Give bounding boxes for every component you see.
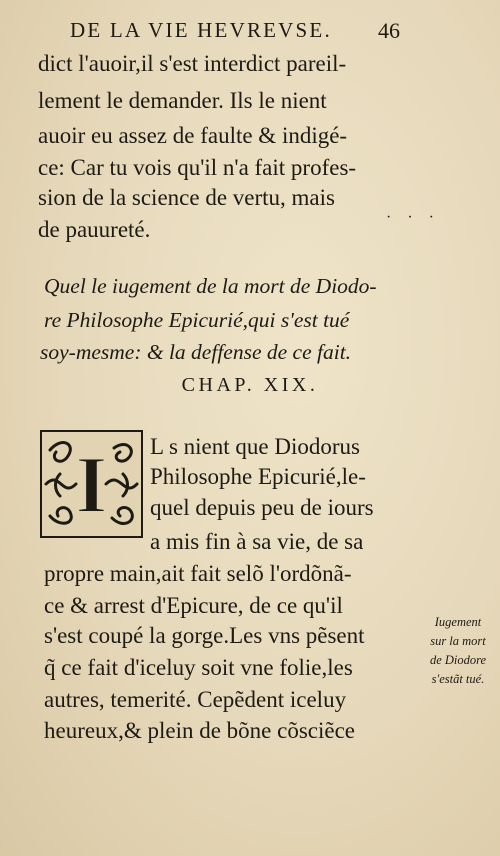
text-line: ce: Car tu vois qu'il n'a fait profes- xyxy=(38,155,357,180)
section-title-line: soy-mesme: & la deffense de ce fait. xyxy=(40,340,352,364)
text-line: Philosophe Epicurié,le- xyxy=(150,464,366,489)
text-line: de pauureté. xyxy=(38,217,151,242)
chapter-heading: CHAP. XIX. xyxy=(181,374,319,396)
marginal-note-line: s'estãt tué. xyxy=(431,672,485,686)
page-header xyxy=(70,18,400,48)
text-line: autres, temerité. Cepẽdent iceluy xyxy=(44,687,347,712)
text-line: quel depuis peu de iours xyxy=(150,495,374,520)
dropcap-letter: I xyxy=(75,439,108,530)
decorated-initial-icon xyxy=(40,430,143,538)
text-line: sion de la science de vertu, mais xyxy=(38,185,335,210)
marginal-note-line: de Diodore xyxy=(429,653,487,667)
marginal-note-line: sur la mort xyxy=(430,634,486,648)
section-title-line: Quel le iugement de la mort de Diodo- xyxy=(44,274,377,298)
fleuron-ornament: · · · xyxy=(386,209,440,226)
text-line: auoir eu assez de faulte & indigé- xyxy=(38,123,348,148)
text-line: s'est coupé la gorge.Les vns pẽsent xyxy=(44,623,365,648)
marginal-note-line: Iugement xyxy=(434,615,482,629)
text-line: L s nient que Diodorus xyxy=(150,434,360,459)
text-line: ce & arrest d'Epicure, de ce qu'il xyxy=(44,593,343,618)
text-line: q̃ ce fait d'iceluy soit vne folie,les xyxy=(44,655,353,680)
text-line: a mis fin à sa vie, de sa xyxy=(150,529,364,554)
page-number: 46 xyxy=(378,18,400,43)
text-line: lement le demander. Ils le nient xyxy=(38,88,327,113)
section-title-line: re Philosophe Epicurié,qui s'est tué xyxy=(44,308,350,332)
text-line: dict l'auoir,il s'est interdict pareil- xyxy=(38,51,347,76)
text-line: heureux,& plein de bõne cõsciẽce xyxy=(44,718,356,743)
marginal-note xyxy=(416,613,500,689)
text-line: propre main,ait fait selõ l'ordõnã- xyxy=(44,561,352,586)
running-title: DE LA VIE HEVREVSE. xyxy=(70,18,332,42)
